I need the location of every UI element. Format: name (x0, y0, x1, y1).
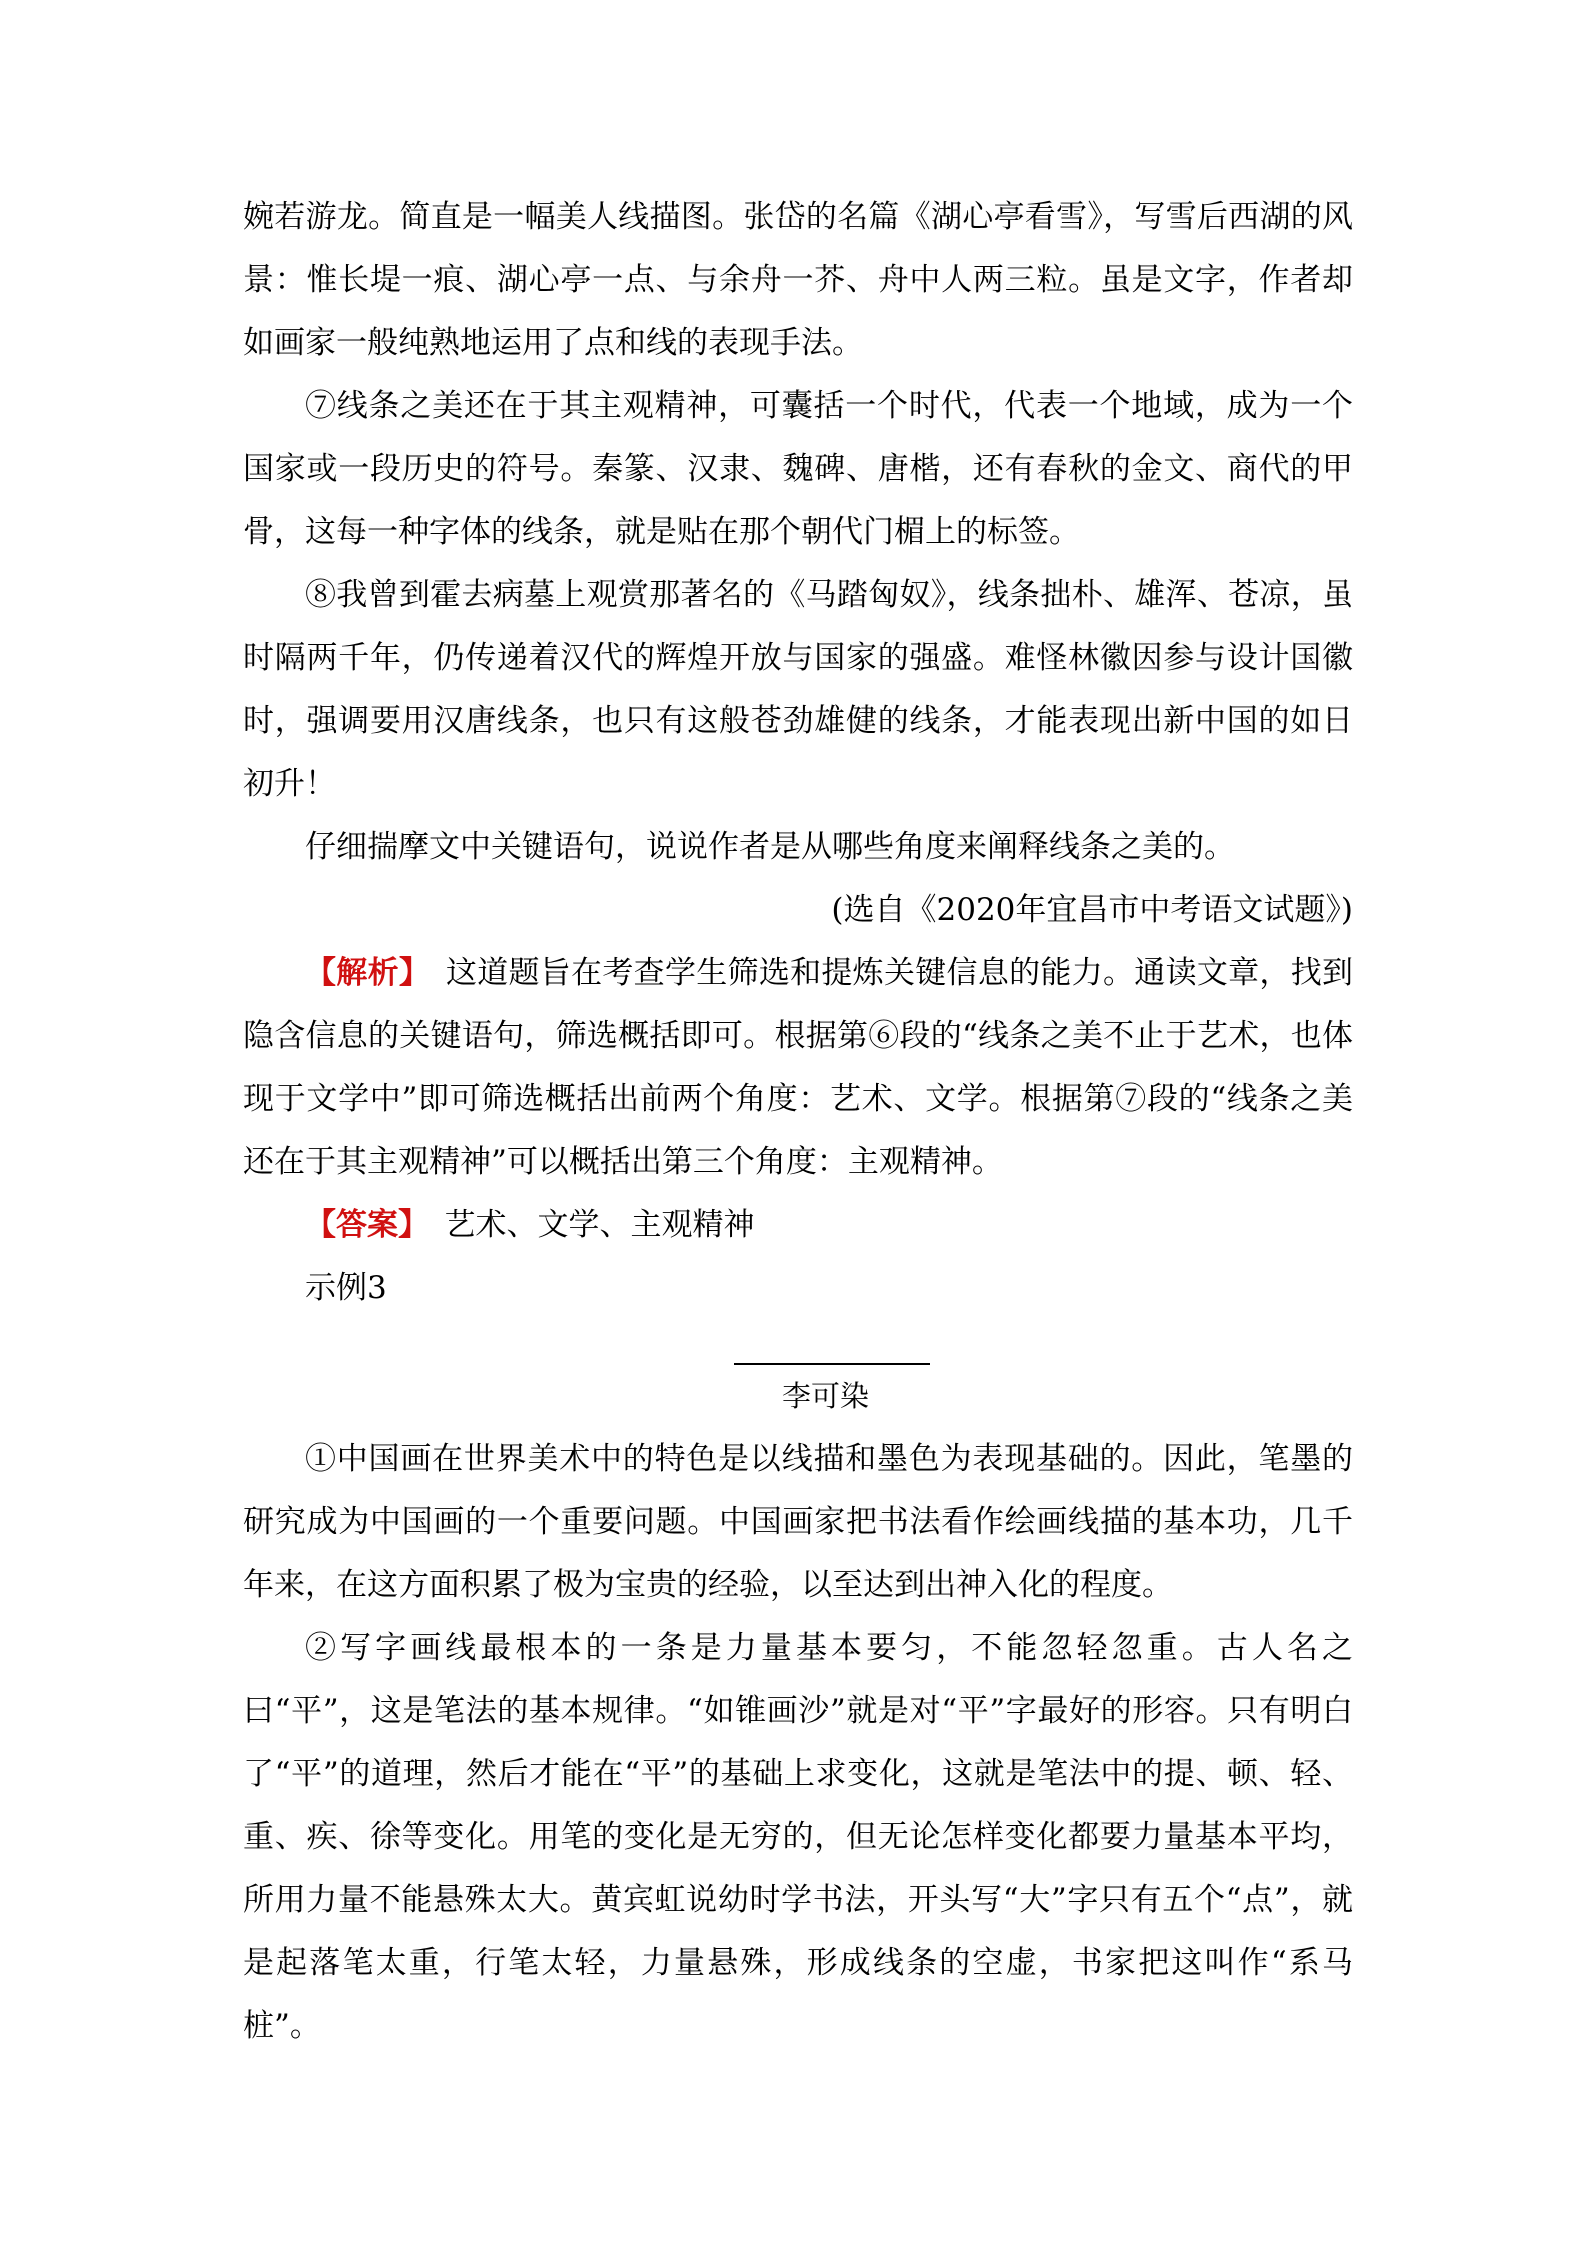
author-name: 李可染 (781, 1379, 869, 1413)
paragraph-7: ⑦线条之美还在于其主观精神，可囊括一个时代，代表一个地域，成为一个国家或一段历史的符号。秦篆、汉隶、魏碑、唐楷，还有春秋的金文、商代的甲骨，这每一种字体的线条，就是贴在那个朝代门楣上的标签。 (243, 388, 1353, 550)
document-page (243, 186, 1353, 2058)
paragraph-2: ②写字画线最根本的一条是力量基本要匀，不能忽轻忽重。古人名之曰“平”，这是笔法的基本规律。“如锥画沙”就是对“平”字最好的形容。只有明白了“平”的道理，然后才能在“平”的基础上求变化，这就是笔法中的提、顿、轻、重、疾、徐等变化。用笔的变化是无穷的，但无论怎样变化都要力量基本平均，所用力量不能悬殊太大。黄宾虹说幼时学书法，开头写“大”字只有五个“点”，就是起落笔太重，行笔太轻，力量悬殊，形成线条的空虚，书家把这叫作“系马桩”。 (243, 1630, 1353, 2044)
analysis-text: 这道题旨在考查学生筛选和提炼关键信息的能力。通读文章，找到隐含信息的关键语句，筛选概括即可。根据第⑥段的“线条之美不止于艺术，也体现于文学中”即可筛选概括出前两个角度：艺术、文学。根据第⑦段的“线条之美还在于其主观精神”可以概括出第三个角度：主观精神。 (243, 955, 1354, 1180)
paragraph-1: ①中国画在世界美术中的特色是以线描和墨色为表现基础的。因此，笔墨的研究成为中国画的一个重要问题。中国画家把书法看作绘画线描的基本功，几千年来，在这方面积累了极为宝贵的经验，以至达到出神入化的程度。 (243, 1441, 1353, 1603)
source-citation: (选自《2020年宜昌市中考语文试题》) (831, 892, 1353, 928)
question-text: 仔细揣摩文中关键语句，说说作者是从哪些角度来阐释线条之美的。 (305, 829, 1235, 865)
analysis-tag: 【解析】 (305, 955, 415, 991)
paragraph-continued: 婉若游龙。简直是一幅美人线描图。张岱的名篇《湖心亭看雪》，写雪后西湖的风景：惟长堤一痕、湖心亭一点、与余舟一芥、舟中人两三粒。虽是文字，作者却如画家一般纯熟地运用了点和线的表现手法。 (243, 199, 1353, 361)
answer-tag: 【答案】 (305, 1207, 414, 1243)
example-label: 示例3 (305, 1270, 387, 1306)
answer-block (243, 1194, 1353, 1257)
paragraph-8: ⑧我曾到霍去病墓上观赏那著名的《马踏匈奴》，线条拙朴、雄浑、苍凉，虽时隔两千年，仍传递着汉代的辉煌开放与国家的强盛。难怪林徽因参与设计国徽时，强调要用汉唐线条，也只有这般苍劲雄健的线条，才能表现出新中国的如日初升！ (243, 577, 1353, 802)
analysis-block (243, 942, 1353, 1194)
answer-text: 艺术、文学、主观精神 (413, 1207, 755, 1243)
